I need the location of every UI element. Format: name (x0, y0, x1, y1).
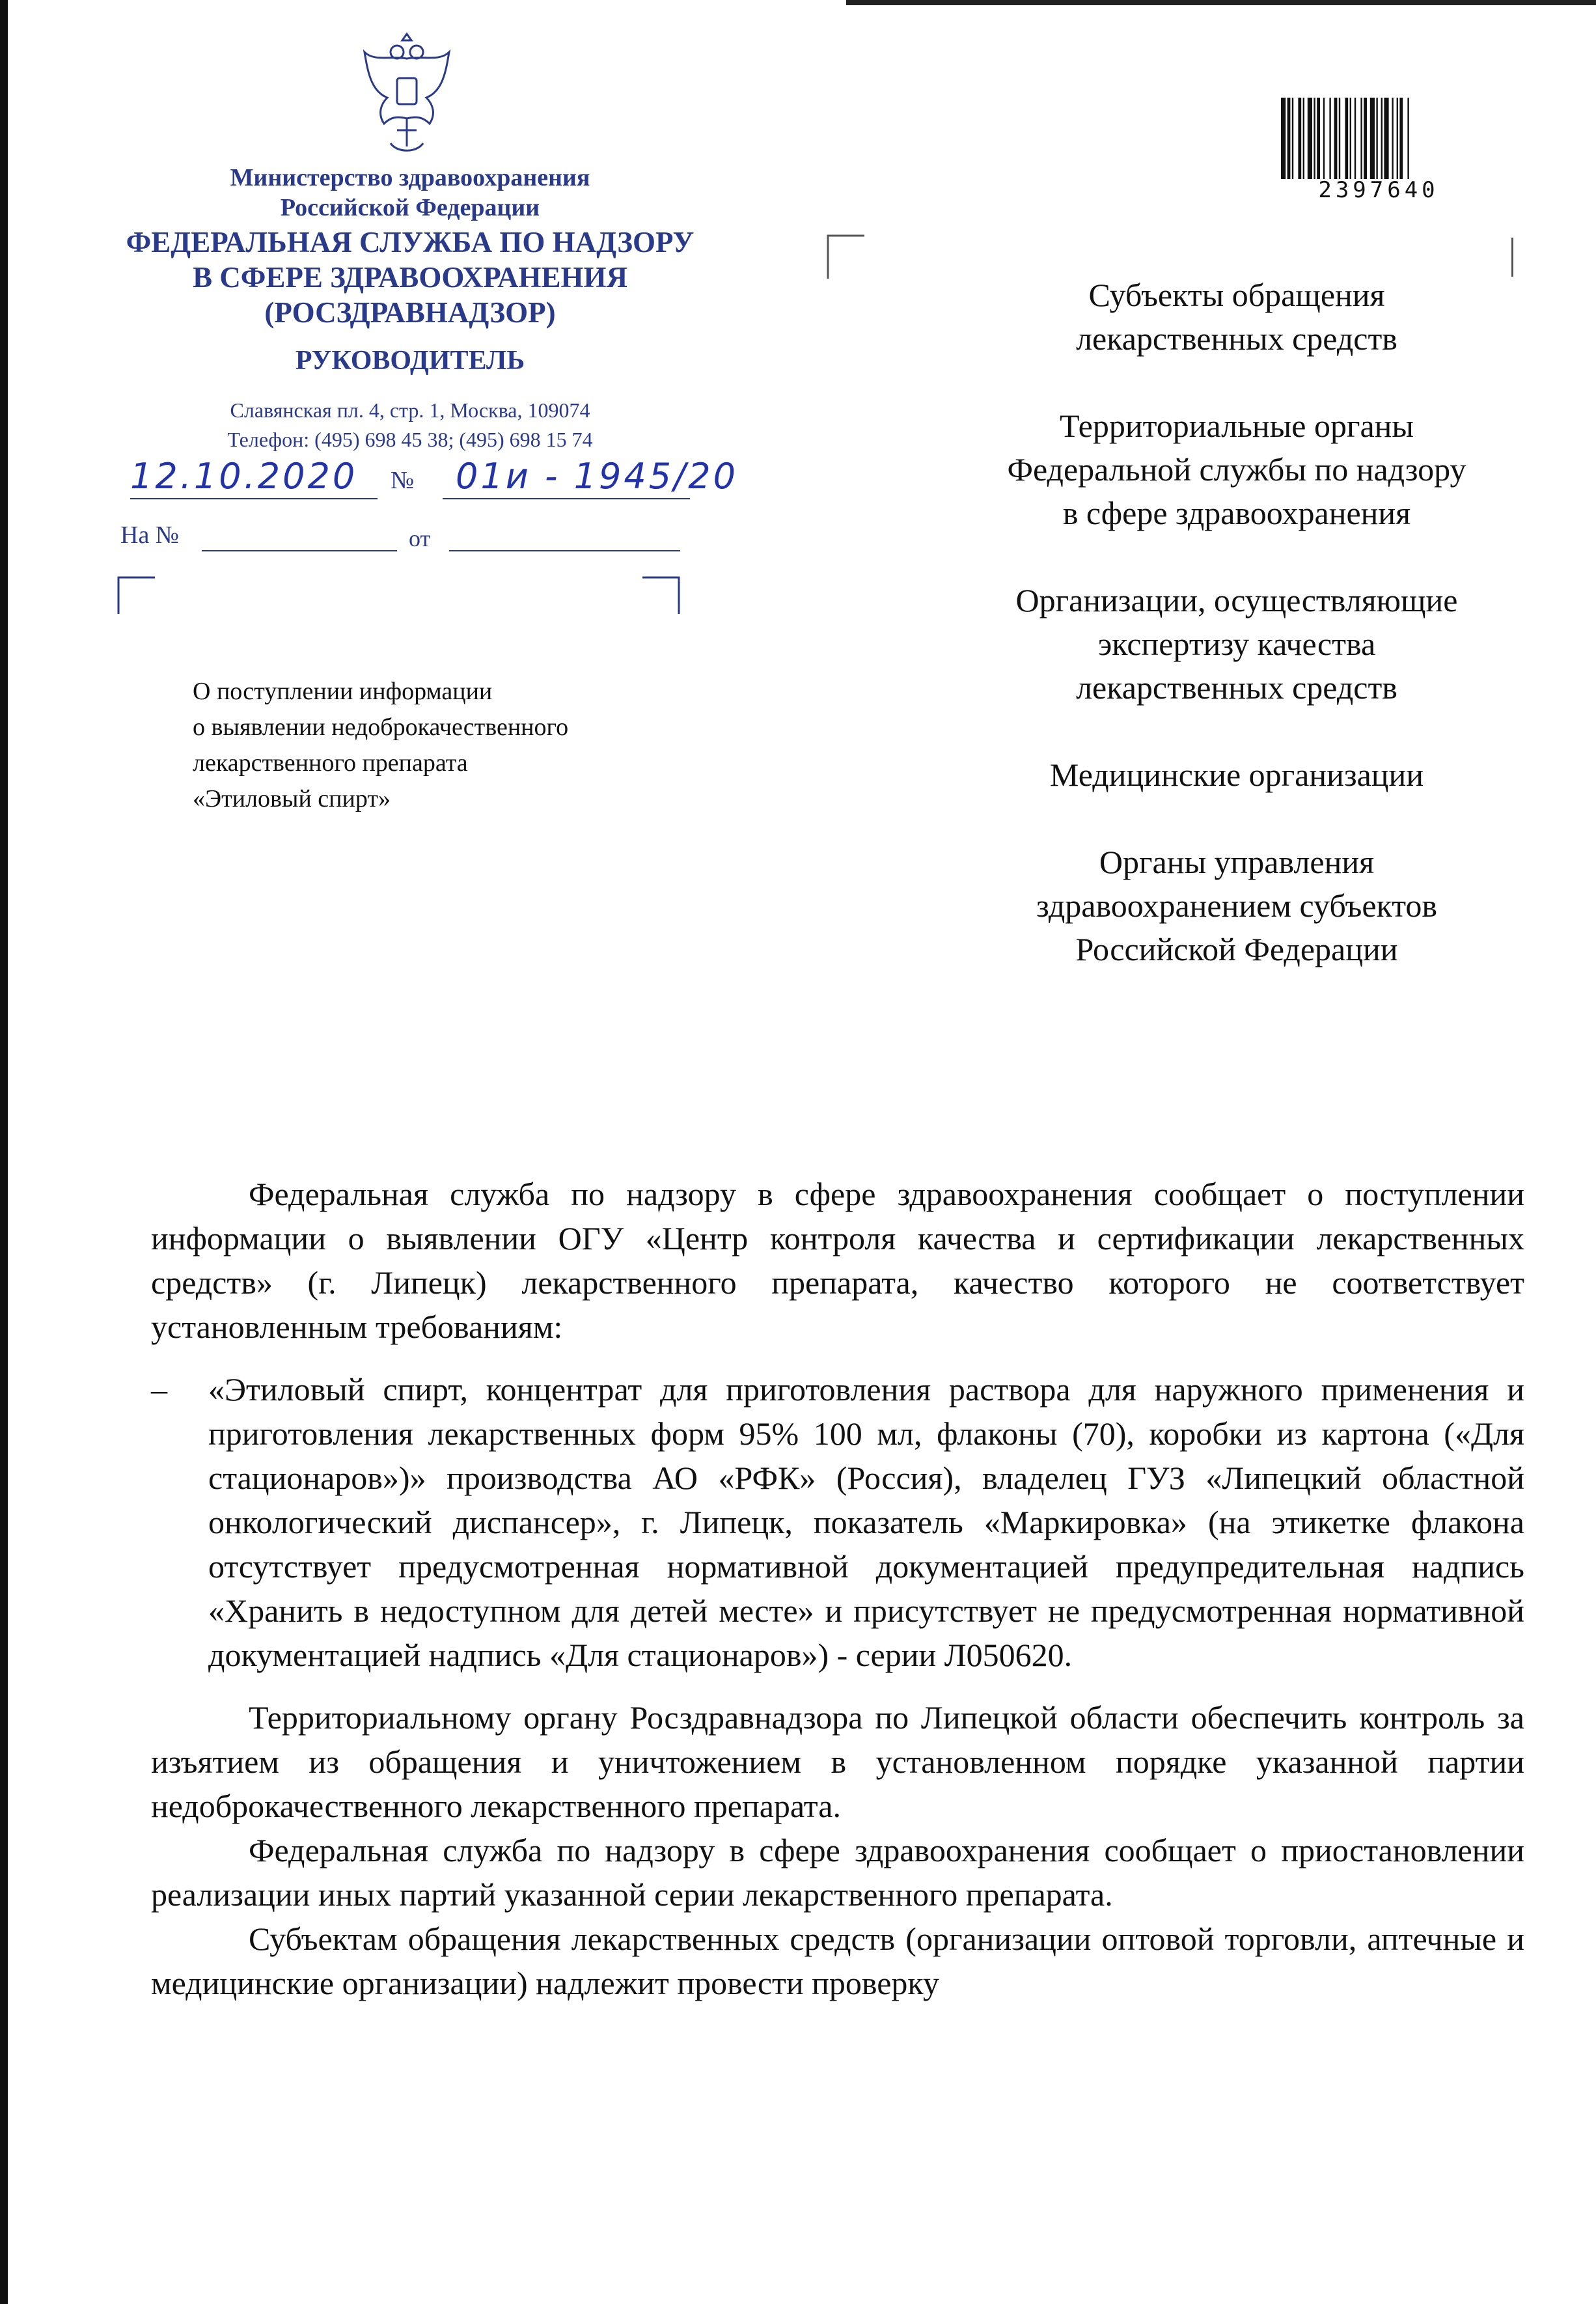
letter-subject (193, 674, 778, 817)
body-paragraph-4: Субъектам обращения лекарственных средств (организации оптовой торговли, аптечные и медицинские организации) надлежит провести проверку (151, 1921, 1524, 2001)
recipient-line: экспертизу качества (1097, 626, 1376, 662)
corner-mark-recipient (827, 234, 866, 280)
recipient (911, 273, 1562, 361)
recipients-list (911, 273, 1562, 1015)
barcode (1281, 98, 1476, 179)
registration-number: 01и - 1945/20 (456, 456, 738, 497)
barcode-bar (1364, 98, 1367, 179)
registration-number-label: № (391, 467, 415, 494)
barcode-bar (1314, 98, 1315, 179)
recipient-line: Федеральной службы по надзору (1007, 451, 1466, 488)
barcode-bar (1303, 98, 1304, 179)
reference-from-label: от (409, 525, 431, 551)
reference-number-underline (202, 550, 397, 551)
barcode-bar (1384, 98, 1388, 179)
recipient (911, 404, 1562, 535)
barcode-number: 2397640 (1318, 177, 1439, 203)
reference-from-underline (449, 550, 680, 551)
barcode-bar (1281, 98, 1286, 179)
barcode-bar (1298, 98, 1301, 179)
ministry-line1: Министерство здравоохранения (230, 164, 590, 191)
address (98, 396, 722, 454)
barcode-bar (1287, 98, 1291, 179)
barcode-bar (1392, 98, 1393, 179)
list-item-text: «Этиловый спирт, концентрат для приготовления раствора для наружного применения и приготовления лекарственных форм 95% 100 мл, флаконы (70), коробки из картона («Для стационаров»)» производства АО «РФК» (Россия), владелец ГУЗ «Липецкий областной онкологический диспансер», г. Липецк, показатель «Маркировка» (на этикетке флакона отсутствует предусмотренная нормативной документацией предупредительная надпись «Хранить в недоступном для детей месте» и присутствует не предусмотренная нормативной документацией надпись «Для стационаров») - серии Л050620. (208, 1371, 1524, 1673)
recipient-line: лекарственных средств (1076, 320, 1397, 357)
list-item (151, 1367, 1524, 1677)
recipient (911, 753, 1562, 797)
barcode-bar (1407, 98, 1409, 179)
barcode-bar (1345, 98, 1348, 179)
barcode-bar (1329, 98, 1330, 179)
agency-line1: ФЕДЕРАЛЬНАЯ СЛУЖБА ПО НАДЗОРУ (126, 226, 695, 258)
recipient-line: Субъекты обращения (1088, 277, 1385, 313)
registration-date: 12.10.2020 (130, 456, 358, 497)
number-underline (443, 498, 690, 499)
barcode-bar (1370, 98, 1375, 179)
barcode-bar (1381, 98, 1383, 179)
scan-edge-left (0, 0, 8, 2304)
barcode-bar (1397, 98, 1398, 179)
subject-line1: О поступлении информации (193, 678, 493, 705)
recipient (911, 579, 1562, 710)
barcode-bar (1334, 98, 1338, 179)
recipient-line: Российской Федерации (1075, 931, 1398, 967)
body-paragraph-1: Федеральная служба по надзору в сфере здравоохранения сообщает о поступлении информации о выявлении ОГУ «Центр контроля качества и сертификации лекарственных средств» (г. Липецк) лекарственного препарата, качество которого не соответствует установленным требованиям: (151, 1176, 1524, 1345)
scan-edge-top (846, 0, 1596, 5)
barcode-bar (1339, 98, 1340, 179)
address-line1: Славянская пл. 4, стр. 1, Москва, 109074 (230, 398, 590, 422)
recipient-line: в сфере здравоохранения (1062, 495, 1411, 531)
body-paragraph-3: Федеральная служба по надзору в сфере здравоохранения сообщает о приостановлении реализации иных партий указанной серии лекарственного препарата. (151, 1832, 1524, 1913)
recipient-line: лекарственных средств (1076, 669, 1397, 706)
recipient-line: Территориальные органы (1059, 408, 1414, 444)
letter-body (151, 1172, 1524, 2005)
recipient (911, 840, 1562, 971)
agency-line2: В СФЕРЕ ЗДРАВООХРАНЕНИЯ (192, 261, 628, 294)
ministry-name (117, 163, 703, 223)
barcode-bar (1317, 98, 1320, 179)
barcode-bar (1399, 98, 1403, 179)
subject-line3: лекарственного препарата (193, 749, 468, 777)
subject-line2: о выявлении недоброкачественного (193, 714, 569, 741)
corner-mark-right (641, 576, 680, 615)
head-title: РУКОВОДИТЕЛЬ (295, 346, 525, 376)
subject-line4: «Этиловый спирт» (193, 785, 391, 812)
barcode-bar (1355, 98, 1356, 179)
barcode-bar (1360, 98, 1362, 179)
list-dash: – (151, 1371, 167, 1408)
recipient-line: Медицинские организации (1049, 756, 1424, 793)
ministry-line2: Российской Федерации (280, 194, 540, 221)
barcode-bar (1376, 98, 1377, 179)
barcode-bar (1308, 98, 1312, 179)
recipient-line: здравоохранением субъектов (1036, 887, 1438, 924)
recipient-line: Организации, осуществляющие (1015, 582, 1458, 618)
barcode-bar (1323, 98, 1325, 179)
corner-mark-right-recipient (1511, 238, 1513, 277)
date-underline (130, 498, 378, 499)
address-line2: Телефон: (495) 698 45 38; (495) 698 15 74 (227, 428, 593, 451)
agency-name (98, 225, 722, 330)
barcode-bar (1350, 98, 1351, 179)
barcode-bar (1292, 98, 1293, 179)
coat-of-arms-icon (351, 33, 462, 163)
body-paragraph-2: Территориальному органу Росздравнадзора по Липецкой области обеспечить контроль за изъятием из обращения и уничтожением в установленном порядке указанной партии недоброкачественного лекарственного препарата. (151, 1699, 1524, 1824)
recipient-line: Органы управления (1099, 844, 1375, 880)
corner-mark-left (117, 576, 156, 615)
agency-line3: (РОСЗДРАВНАДЗОР) (264, 296, 556, 329)
reference-number-label: На № (120, 521, 180, 549)
